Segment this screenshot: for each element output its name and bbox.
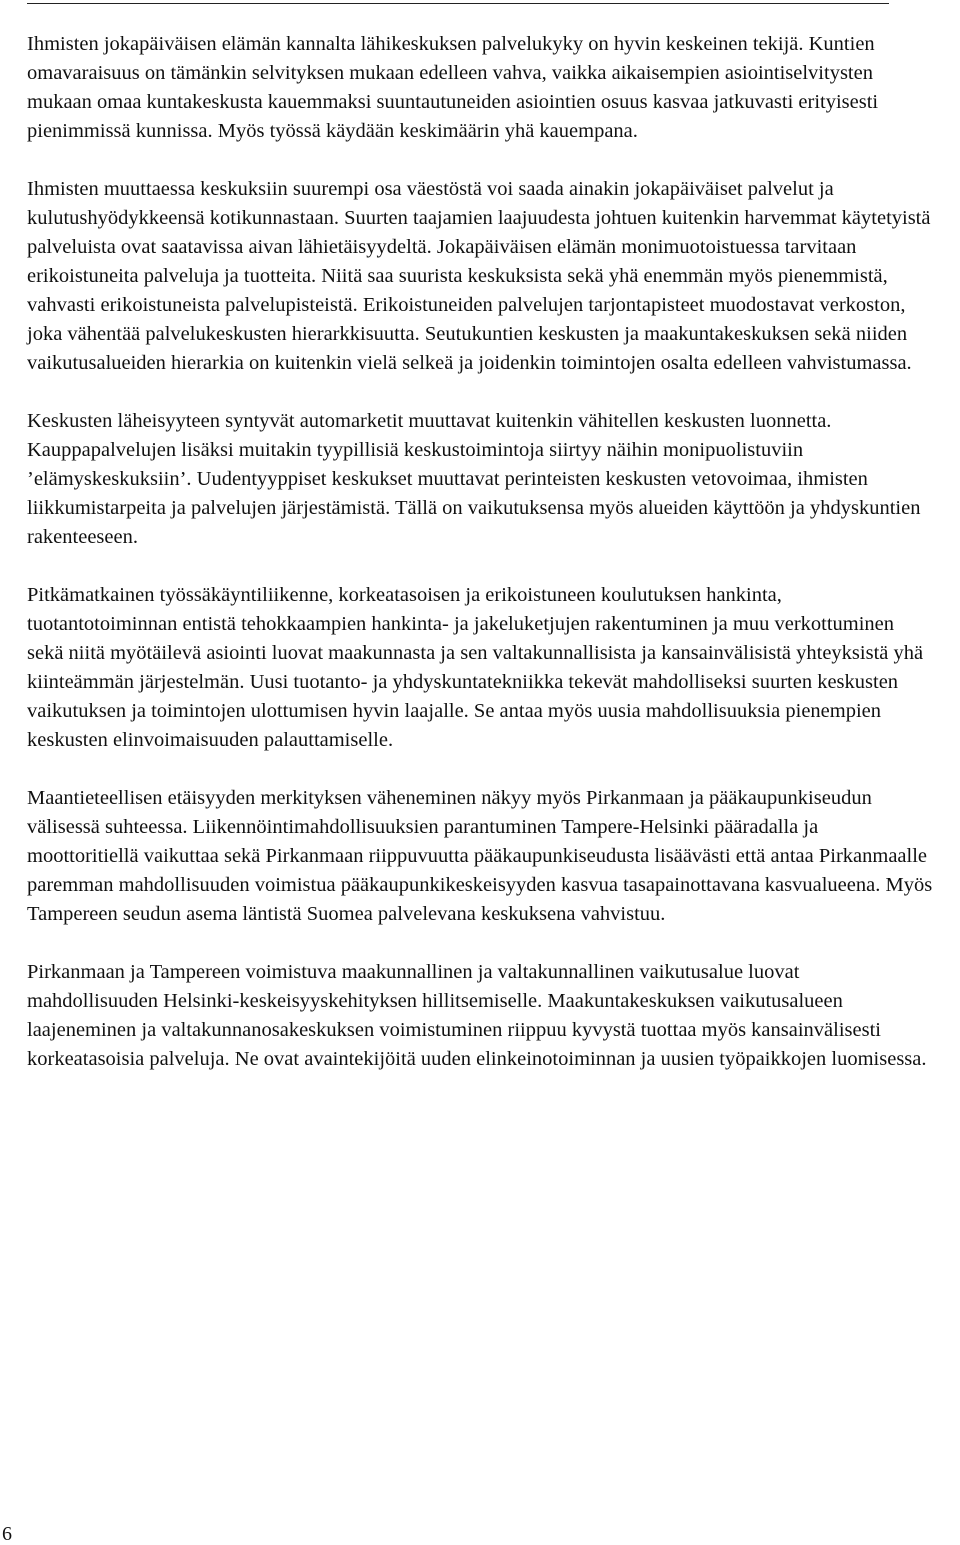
header-rule <box>27 3 889 4</box>
paragraph-2: Ihmisten muuttaessa keskuksiin suurempi osa väestöstä voi saada ainakin jokapäiväiset palvelut ja kulutushyödykkeensä kotikunnastaan. Suurten taajamien laajuudesta johtuen kuitenkin harvemmat käytetyistä palveluista ovat saatavissa aivan lähietäisyydeltä. Jokapäiväisen elämän monimuotoistuessa tarvitaan erikoistuneita palveluja ja tuotteita. Niitä saa suurista keskuksista sekä yhä enemmän myös pienemmistä, vahvasti erikoistuneista palvelupisteistä. Erikoistuneiden palvelujen tarjontapisteet muodostavat verkoston, joka vähentää palvelukeskusten hierarkkisuutta. Seutukuntien keskusten ja maakuntakeskuksen sekä niiden vaikutusalueiden hierarkia on kuitenkin vielä selkeä ja joidenkin toimintojen osalta edelleen vahvistumassa. <box>27 178 931 374</box>
paragraph-4: Pitkämatkainen työssäkäyntiliikenne, korkeatasoisen ja erikoistuneen koulutuksen hankinta, tuotantotoiminnan entistä tehokkaampien hankinta- ja jakeluketjujen rakentuminen ja muu verkottuminen sekä niitä myötäilevä asiointi luovat maakunnasta ja sen valtakunnallisista ja kansainvälisistä yhteyksistä yhä kiinteämmän järjestelmän. Uusi tuotanto- ja yhdyskuntatekniikka tekevät mahdolliseksi suurten keskusten vaikutuksen ja toimintojen ulottumisen hyvin laajalle. Se antaa myös uusia mahdollisuuksia pienempien keskusten elinvoimaisuuden palauttamiselle. <box>27 584 924 751</box>
paragraph-6: Pirkanmaan ja Tampereen voimistuva maakunnallinen ja valtakunnallinen vaikutusalue luovat mahdollisuuden Helsinki-keskeisyyskehityksen hillitsemiselle. Maakuntakeskuksen vaikutusalueen laajeneminen ja valtakunnanosakeskuksen voimistuminen riippuu kyvystä tuottaa myös kansainvälisesti korkeatasoisia palveluja. Ne ovat avaintekijöitä uuden elinkeinotoiminnan ja uusien työpaikkojen luomisessa. <box>27 961 927 1070</box>
paragraph-1: Ihmisten jokapäiväisen elämän kannalta lähikeskuksen palvelukyky on hyvin keskeinen tekijä. Kuntien omavaraisuus on tämänkin selvityksen mukaan edelleen vahva, vaikka aikaisempien asiointiselvitysten mukaan omaa kuntakeskusta kauemmaksi suuntautuneiden asiointien osuus kasvaa jatkuvasti erityisesti pienimmissä kunnissa. Myös työssä käydään keskimäärin yhä kauempana. <box>27 33 879 142</box>
paragraph-3: Keskusten läheisyyteen syntyvät automarketit muuttavat kuitenkin vähitellen keskusten luonnetta. Kauppapalvelujen lisäksi muitakin tyypillisiä keskustoimintoja siirtyy näihin monipuolistuviin ’elämyskeskuksiin’. Uudentyyppiset keskukset muuttavat perinteisten keskusten vetovoimaa, ihmisten liikkumistarpeita ja palvelujen järjestämistä. Tällä on vaikutuksensa myös alueiden käyttöön ja yhdyskuntien rakenteeseen. <box>27 410 921 548</box>
page-number: 6 <box>2 1523 12 1545</box>
paragraph-5: Maantieteellisen etäisyyden merkityksen väheneminen näkyy myös Pirkanmaan ja pääkaupunkiseudun välisessä suhteessa. Liikennöintimahdollisuuksien parantuminen Tampere-Helsinki pääradalla ja moottoritiellä vaikuttaa sekä Pirkanmaan riippuvuutta pääkaupunkiseudusta lisäävästi että antaa Pirkanmaalle paremman mahdollisuuden voimistua pääkaupunkikeskeisyyden kasvua tasapainottavana kasvualueena. Myös Tampereen seudun asema läntistä Suomea palvelevana keskuksena vahvistuu. <box>27 787 933 925</box>
document-body <box>27 30 933 1103</box>
